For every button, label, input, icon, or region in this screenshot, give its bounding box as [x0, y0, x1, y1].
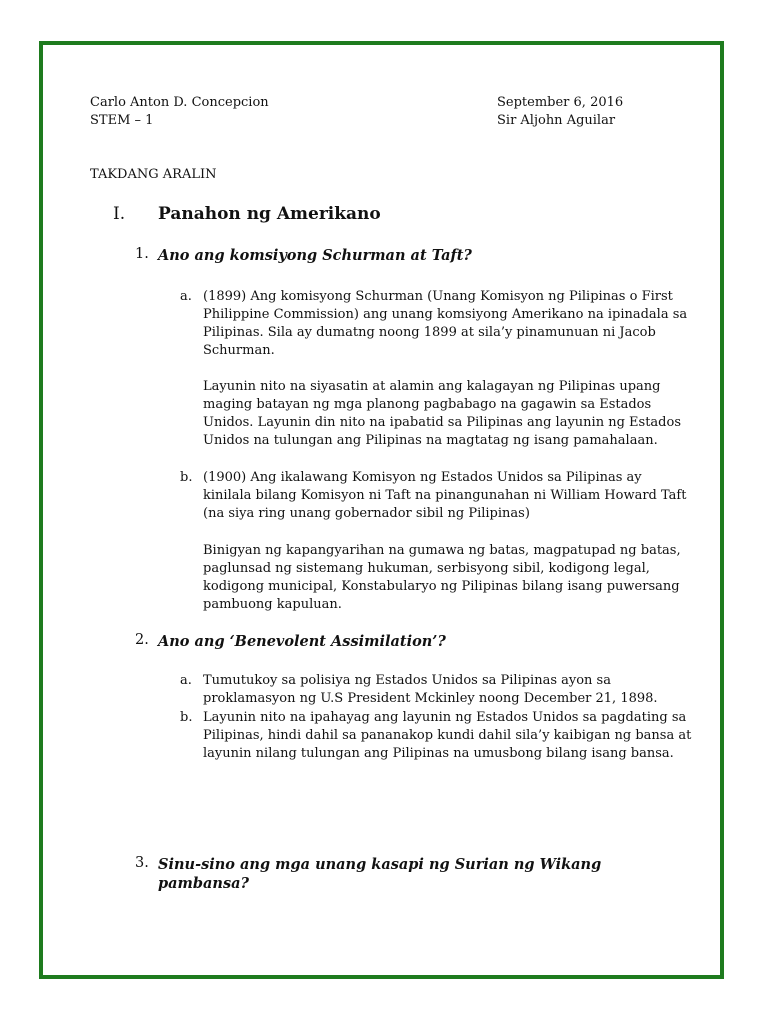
answer-paragraph	[203, 378, 681, 450]
section-title: Panahon ng Amerikano	[158, 204, 381, 224]
paragraph-line: (1899) Ang komisyong Schurman (Unang Komisyon ng Pilipinas o First	[203, 289, 673, 304]
paragraph-line: (na siya ring unang gobernador sibil ng Pilipinas)	[203, 506, 530, 521]
item-letter: b.	[180, 710, 193, 725]
paragraph-line: layunin nilang tulungan ang Pilipinas na umusbong bilang isang bansa.	[203, 746, 674, 761]
paragraph-line: Layunin nito na ipahayag ang layunin ng Estados Unidos sa pagdating sa	[203, 710, 687, 725]
paragraph-line: Philippine Commission) ang unang komsiyong Amerikano na ipinadala sa	[203, 307, 688, 322]
paragraph-line: Schurman.	[203, 343, 275, 358]
answer-paragraph	[203, 542, 681, 614]
item-letter: a.	[180, 673, 192, 688]
student-section: STEM – 1	[90, 113, 154, 128]
answer-paragraph	[203, 469, 686, 523]
question-line: Sinu-sino ang mga unang kasapi ng Surian ng Wikang	[158, 856, 602, 873]
paragraph-line: pambuong kapuluan.	[203, 597, 342, 612]
student-name: Carlo Anton D. Concepcion	[90, 95, 269, 110]
answer-paragraph	[203, 672, 658, 708]
paragraph-line: proklamasyon ng U.S President Mckinley noong December 21, 1898.	[203, 691, 658, 706]
question-number: 3.	[135, 855, 149, 871]
section-numeral: I.	[113, 204, 126, 224]
answer-paragraph	[203, 288, 687, 360]
paragraph-line: Pilipinas. Sila ay dumatng noong 1899 at sila’y pinamunuan ni Jacob	[203, 325, 656, 340]
item-letter: b.	[180, 470, 193, 485]
paragraph-line: Layunin nito na siyasatin at alamin ang kalagayan ng Pilipinas upang	[203, 379, 661, 394]
question-line: pambansa?	[158, 875, 250, 892]
paragraph-line: paglunsad ng sistemang hukuman, serbisyong sibil, kodigong legal,	[203, 561, 650, 576]
answer-paragraph	[203, 709, 691, 763]
item-letter: a.	[180, 289, 192, 304]
question-text	[158, 855, 601, 893]
paragraph-line: Binigyan ng kapangyarihan na gumawa ng batas, magpatupad ng batas,	[203, 543, 681, 558]
paragraph-line: Unidos na tulungan ang Pilipinas na magtatag ng isang pamahalaan.	[203, 433, 658, 448]
paragraph-line: kinilala bilang Komisyon ni Taft na pinangunahan ni William Howard Taft	[203, 488, 687, 503]
teacher-name: Sir Aljohn Aguilar	[497, 113, 616, 128]
paragraph-line: Tumutukoy sa polisiya ng Estados Unidos sa Pilipinas ayon sa	[203, 673, 611, 688]
paragraph-line: (1900) Ang ikalawang Komisyon ng Estados Unidos sa Pilipinas ay	[203, 470, 642, 485]
question-text: Ano ang ‘Benevolent Assimilation’?	[158, 633, 446, 650]
paragraph-line: Pilipinas, hindi dahil sa pananakop kundi dahil sila’y kaibigan ng bansa at	[203, 728, 692, 743]
paragraph-line: Unidos. Layunin din nito na ipabatid sa Pilipinas ang layunin ng Estados	[203, 415, 681, 430]
paragraph-line: kodigong municipal, Konstabularyo ng Pilipinas bilang isang puwersang	[203, 579, 680, 594]
question-text: Ano ang komsiyong Schurman at Taft?	[158, 247, 472, 264]
paragraph-line: maging batayan ng mga planong pagbabago na gagawin sa Estados	[203, 397, 652, 412]
document-date: September 6, 2016	[497, 95, 624, 110]
question-number: 2.	[135, 632, 149, 648]
assignment-label: TAKDANG ARALIN	[90, 167, 217, 182]
question-number: 1.	[135, 246, 149, 262]
